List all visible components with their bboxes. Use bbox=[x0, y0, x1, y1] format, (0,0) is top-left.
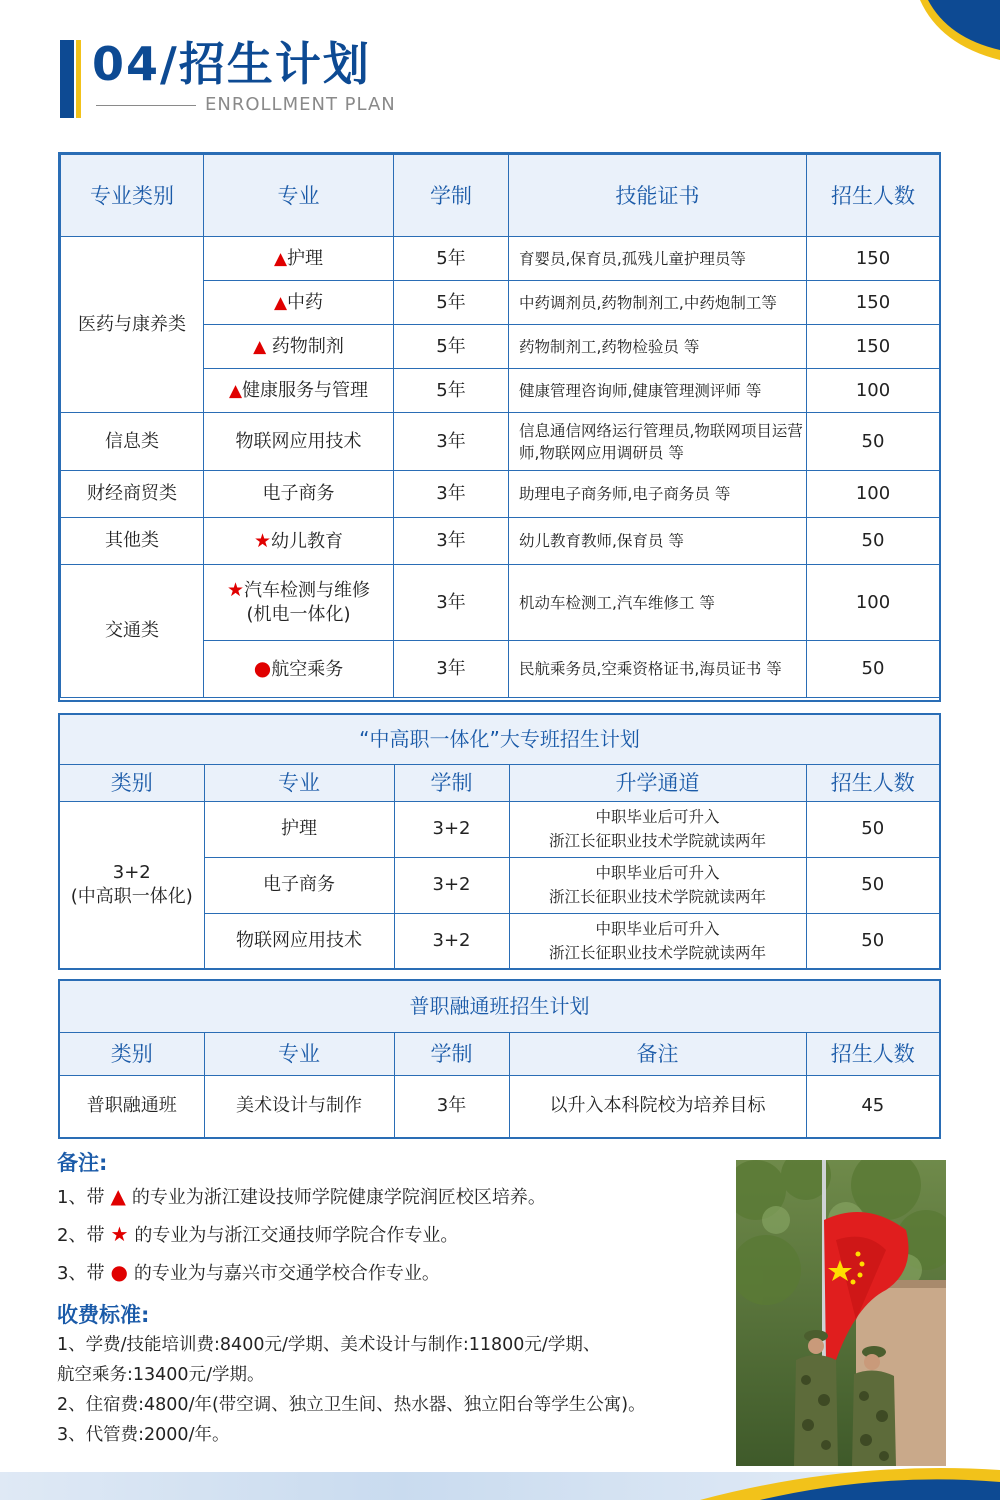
note-item bbox=[57, 1216, 737, 1254]
major-cell: 物联网应用技术 bbox=[204, 413, 394, 471]
corner-decoration bbox=[920, 0, 1000, 70]
fees-title: 收费标准: bbox=[57, 1303, 150, 1327]
col-header-category: 类别 bbox=[59, 764, 204, 801]
cert-cell: 助理电子商务师,电子商务员 等 bbox=[509, 471, 807, 518]
triangle-icon: ▲ bbox=[273, 292, 288, 313]
path-line2: 浙江长征职业技术学院就读两年 bbox=[548, 888, 766, 906]
count-cell: 50 bbox=[807, 413, 940, 471]
cert-cell: 育婴员,保育员,孤残儿童护理员等 bbox=[509, 237, 807, 281]
path-line2: 浙江长征职业技术学院就读两年 bbox=[548, 832, 766, 850]
count-cell: 100 bbox=[807, 565, 940, 641]
years-cell: 3年 bbox=[394, 641, 509, 698]
path-line2: 浙江长征职业技术学院就读两年 bbox=[548, 943, 766, 962]
major-label: 幼儿教育 bbox=[271, 530, 344, 552]
table-header-row bbox=[59, 764, 940, 801]
page-title: 04/招生计划 bbox=[92, 37, 371, 91]
col-header-major: 专业 bbox=[204, 155, 394, 237]
fee-item: 1、学费/技能培训费:8400元/学期、美术设计与制作:11800元/学期、 bbox=[57, 1335, 601, 1355]
cert-cell: 信息通信网络运行管理员,物联网项目运营师,物联网应用调研员 等 bbox=[509, 413, 807, 471]
bottom-wave-decoration bbox=[700, 1440, 1000, 1500]
star-icon: ★ bbox=[110, 1222, 129, 1246]
notes-section bbox=[57, 1148, 737, 1450]
note-prefix: 1、带 bbox=[57, 1187, 105, 1208]
col-header-years: 学制 bbox=[394, 764, 509, 801]
major-label: 航空乘务 bbox=[271, 659, 344, 680]
years-cell: 3年 bbox=[394, 1075, 509, 1138]
subtitle-divider bbox=[96, 105, 196, 106]
triangle-icon: ▲ bbox=[228, 380, 243, 401]
count-cell: 150 bbox=[807, 281, 940, 325]
table-row bbox=[61, 413, 940, 471]
cert-cell: 健康管理咨询师,健康管理测评师 等 bbox=[509, 369, 807, 413]
col-header-count: 招生人数 bbox=[807, 155, 940, 237]
cert-cell: 中药调剂员,药物制剂工,中药炮制工等 bbox=[509, 281, 807, 325]
major-label: 药物制剂 bbox=[266, 335, 344, 357]
table-row bbox=[59, 801, 940, 857]
title-accent-bar-yellow bbox=[76, 40, 81, 118]
cert-cell: 幼儿教育教师,保育员 等 bbox=[509, 518, 807, 565]
path-line1: 中职毕业后可升入 bbox=[595, 808, 720, 826]
years-cell: 3+2 bbox=[394, 913, 509, 969]
table-caption-row bbox=[59, 980, 940, 1032]
category-cell: 其他类 bbox=[61, 518, 204, 565]
years-cell: 5年 bbox=[394, 369, 509, 413]
path-line1: 中职毕业后可升入 bbox=[595, 864, 720, 882]
count-cell: 50 bbox=[807, 641, 940, 698]
note-text: 的专业为与嘉兴市交通学校合作专业。 bbox=[133, 1263, 440, 1284]
triangle-icon: ▲ bbox=[110, 1184, 126, 1208]
fee-item: 航空乘务:13400元/学期。 bbox=[57, 1365, 265, 1385]
years-cell: 3年 bbox=[394, 471, 509, 518]
col-header-major: 专业 bbox=[204, 764, 394, 801]
triangle-icon: ▲ bbox=[273, 248, 288, 269]
table-header-row bbox=[59, 1032, 940, 1075]
cert-cell: 药物制剂工,药物检验员 等 bbox=[509, 325, 807, 369]
triangle-icon: ▲ bbox=[253, 336, 267, 357]
count-cell: 50 bbox=[807, 518, 940, 565]
major-label: 中药 bbox=[287, 291, 324, 313]
years-cell: 5年 bbox=[394, 237, 509, 281]
table-caption-row bbox=[59, 714, 940, 764]
major-label: 护理 bbox=[287, 247, 324, 269]
major-cell: 美术设计与制作 bbox=[204, 1075, 394, 1138]
note-prefix: 3、带 bbox=[57, 1263, 105, 1284]
note-prefix: 2、带 bbox=[57, 1225, 105, 1246]
page-subtitle: ENROLLMENT PLAN bbox=[205, 94, 396, 115]
table-row bbox=[61, 237, 940, 281]
years-cell: 5年 bbox=[394, 325, 509, 369]
path-line1: 中职毕业后可升入 bbox=[595, 919, 720, 938]
cert-cell: 民航乘务员,空乘资格证书,海员证书 等 bbox=[509, 641, 807, 698]
fee-item: 2、住宿费:4800/年(带空调、独立卫生间、热水器、独立阳台等学生公寓)。 bbox=[57, 1395, 646, 1415]
years-cell: 3年 bbox=[394, 518, 509, 565]
cert-cell: 机动车检测工,汽车维修工 等 bbox=[509, 565, 807, 641]
title-accent-bar bbox=[60, 40, 74, 118]
count-cell: 150 bbox=[807, 325, 940, 369]
years-cell: 3+2 bbox=[394, 801, 509, 857]
table-row bbox=[61, 518, 940, 565]
major-cell: 电子商务 bbox=[204, 857, 394, 913]
count-cell: 50 bbox=[806, 913, 940, 969]
col-header-note: 备注 bbox=[509, 1032, 806, 1075]
dot-icon: ● bbox=[110, 1260, 128, 1284]
col-header-category: 类别 bbox=[59, 1032, 204, 1075]
major-cell bbox=[204, 325, 394, 369]
flag-raising-photo bbox=[736, 1160, 946, 1466]
col-header-path: 升学通道 bbox=[509, 764, 806, 801]
note-cell: 以升入本科院校为培养目标 bbox=[509, 1075, 806, 1138]
star-icon: ★ bbox=[226, 579, 245, 601]
category-cell: 医药与康养类 bbox=[61, 237, 204, 413]
fee-item: 3、代管费:2000/年。 bbox=[57, 1425, 230, 1445]
category-cell: 普职融通班 bbox=[59, 1075, 204, 1138]
years-cell: 3年 bbox=[394, 565, 509, 641]
star-icon: ★ bbox=[253, 529, 272, 552]
col-header-years: 学制 bbox=[394, 155, 509, 237]
path-cell bbox=[509, 801, 806, 857]
major-cell bbox=[204, 565, 394, 641]
notes-title: 备注: bbox=[57, 1151, 108, 1175]
integrated-program-table bbox=[58, 713, 941, 970]
years-cell: 3+2 bbox=[394, 857, 509, 913]
col-header-years: 学制 bbox=[394, 1032, 509, 1075]
major-cell: 电子商务 bbox=[204, 471, 394, 518]
category-cell: 交通类 bbox=[61, 565, 204, 698]
table-header-row bbox=[61, 155, 940, 237]
col-header-count: 招生人数 bbox=[806, 764, 940, 801]
major-label: 健康服务与管理 bbox=[242, 379, 369, 401]
category-cell: 信息类 bbox=[61, 413, 204, 471]
page-header bbox=[60, 34, 480, 124]
table-row bbox=[61, 471, 940, 518]
dot-icon: ● bbox=[253, 656, 272, 680]
note-item bbox=[57, 1178, 737, 1216]
major-cell bbox=[204, 369, 394, 413]
count-cell: 50 bbox=[806, 857, 940, 913]
table-caption: “中高职一体化”大专班招生计划 bbox=[59, 714, 940, 764]
table-row bbox=[61, 565, 940, 641]
path-cell bbox=[509, 913, 806, 969]
major-cell: 护理 bbox=[204, 801, 394, 857]
major-cell bbox=[204, 641, 394, 698]
col-header-count: 招生人数 bbox=[806, 1032, 940, 1075]
major-cell bbox=[204, 281, 394, 325]
note-text: 的专业为浙江建设技师学院健康学院润匠校区培养。 bbox=[131, 1187, 546, 1208]
note-item bbox=[57, 1254, 737, 1292]
table-caption: 普职融通班招生计划 bbox=[59, 980, 940, 1032]
note-text: 的专业为与浙江交通技师学院合作专业。 bbox=[134, 1225, 459, 1246]
col-header-category: 专业类别 bbox=[61, 155, 204, 237]
years-cell: 3年 bbox=[394, 413, 509, 471]
col-header-major: 专业 bbox=[204, 1032, 394, 1075]
category-cell: 财经商贸类 bbox=[61, 471, 204, 518]
col-header-cert: 技能证书 bbox=[509, 155, 807, 237]
major-cell bbox=[204, 237, 394, 281]
count-cell: 100 bbox=[807, 369, 940, 413]
category-cell bbox=[59, 801, 204, 969]
major-cell: 物联网应用技术 bbox=[204, 913, 394, 969]
major-label-line2: (机电一体化) bbox=[246, 604, 351, 625]
path-cell bbox=[509, 857, 806, 913]
major-cell bbox=[204, 518, 394, 565]
count-cell: 150 bbox=[807, 237, 940, 281]
years-cell: 5年 bbox=[394, 281, 509, 325]
table-row bbox=[59, 1075, 940, 1138]
fusion-program-table bbox=[58, 979, 941, 1139]
count-cell: 50 bbox=[806, 801, 940, 857]
category-label: 3+2 bbox=[112, 861, 151, 883]
count-cell: 45 bbox=[806, 1075, 940, 1138]
count-cell: 100 bbox=[807, 471, 940, 518]
major-label: 汽车检测与维修 bbox=[244, 580, 371, 601]
category-label-line2: (中高职一体化) bbox=[70, 885, 193, 907]
enrollment-table bbox=[60, 154, 940, 698]
